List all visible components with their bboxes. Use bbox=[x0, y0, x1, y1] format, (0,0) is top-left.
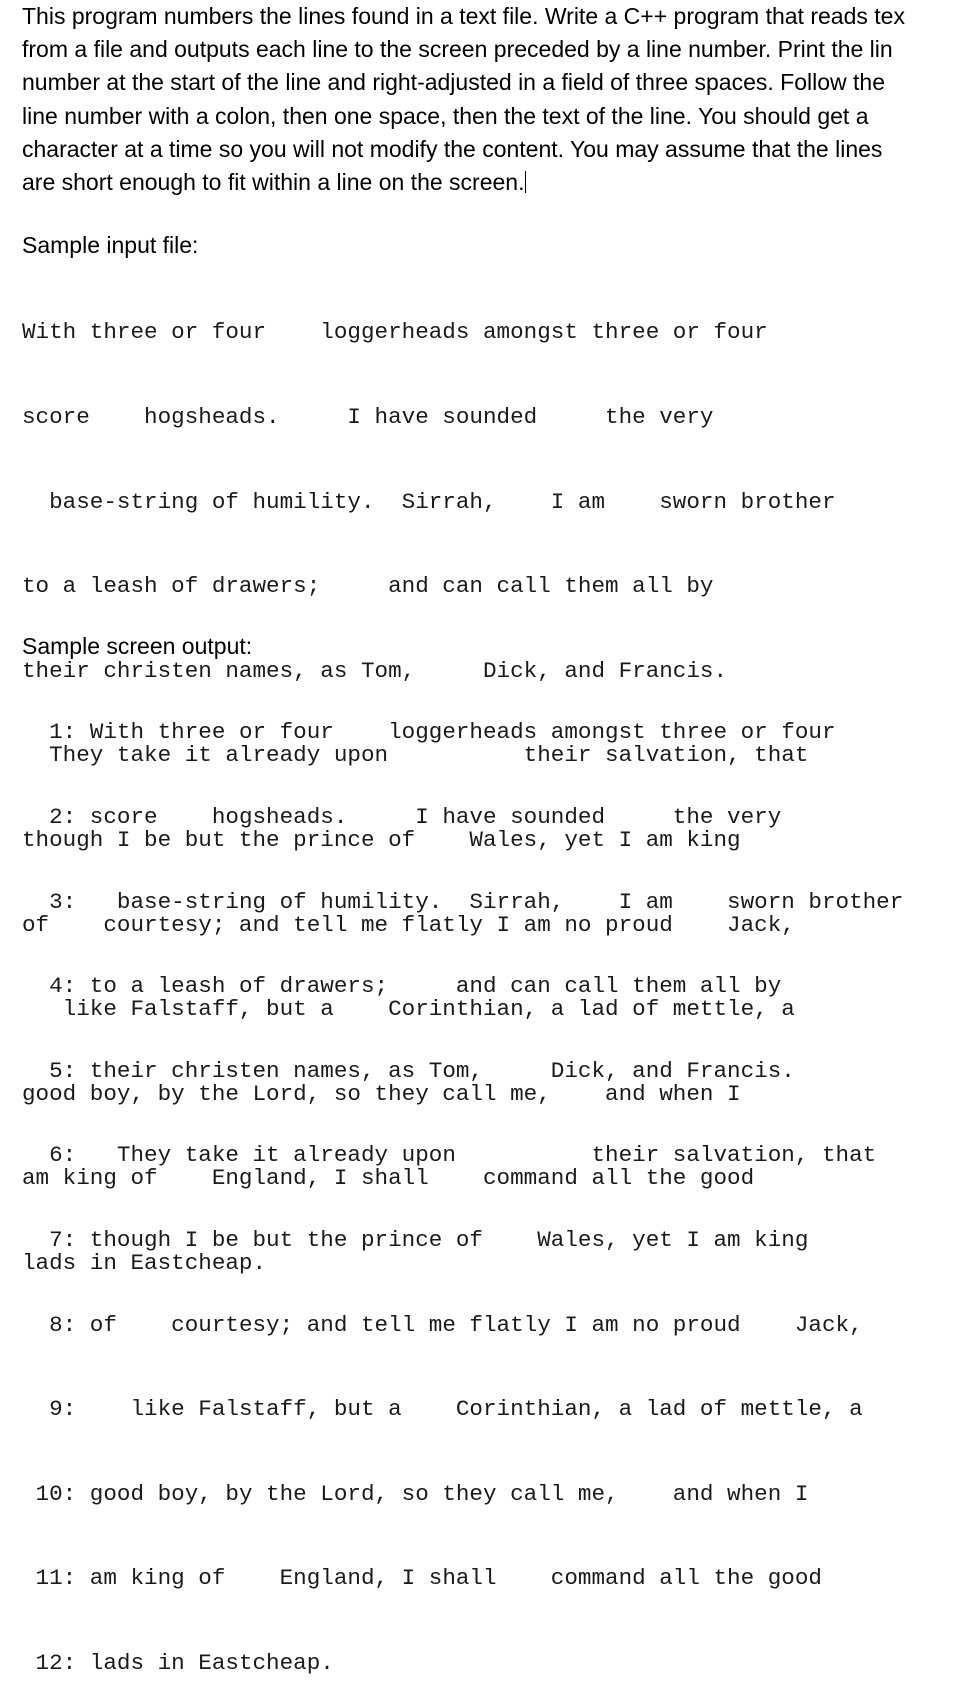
output-line bbox=[22, 1564, 903, 1592]
line-number: 6: bbox=[22, 1142, 77, 1169]
output-line-text: their christen names, as Tom, Dick, and Francis. bbox=[89, 1057, 795, 1084]
sample-output-heading: Sample screen output: bbox=[22, 633, 253, 659]
output-line-text: to a leash of drawers; and can call them all by bbox=[89, 973, 782, 1000]
output-line bbox=[22, 1649, 903, 1677]
line-number: 1: bbox=[22, 719, 77, 746]
description-line: from a file and outputs each line to the screen preceded by a line number. Print the lin bbox=[22, 36, 893, 63]
input-line: base-string of humility. Sirrah, I am sworn brother bbox=[22, 488, 836, 515]
description-line: line number with a colon, then one space, then the text of the line. You should get a bbox=[22, 102, 869, 129]
output-line-text: base-string of humility. Sirrah, I am sworn brother bbox=[89, 888, 904, 915]
input-line: like Falstaff, but a Corinthian, a lad of mettle, a bbox=[22, 996, 795, 1023]
sample-output-block bbox=[22, 662, 903, 1705]
line-number: 10: bbox=[22, 1480, 77, 1507]
line-number: 12: bbox=[22, 1649, 77, 1676]
description-line: character at a time so you will not modify the content. You may assume that the lines bbox=[22, 135, 883, 162]
input-line: of courtesy; and tell me flatly I am no proud Jack, bbox=[22, 911, 795, 938]
output-line-text: like Falstaff, but a Corinthian, a lad of mettle, a bbox=[89, 1396, 863, 1423]
output-line bbox=[22, 718, 903, 746]
line-number: 3: bbox=[22, 888, 77, 915]
line-number: 11: bbox=[22, 1565, 77, 1592]
output-line bbox=[22, 888, 903, 916]
output-line-text: With three or four loggerheads amongst three or four bbox=[89, 719, 836, 746]
line-number: 2: bbox=[22, 804, 77, 830]
text-caret bbox=[525, 171, 526, 193]
output-line bbox=[22, 972, 903, 1000]
output-line bbox=[22, 1395, 903, 1423]
description-line: number at the start of the line and right-adjusted in a field of three spaces. Follow the bbox=[22, 69, 885, 96]
input-line: score hogsheads. I have sounded the very bbox=[22, 404, 714, 430]
input-line: lads in Eastcheap. bbox=[22, 1249, 267, 1276]
input-line: am king of England, I shall command all the good bbox=[22, 1165, 755, 1192]
output-line bbox=[22, 1480, 903, 1508]
line-number: 8: bbox=[22, 1311, 77, 1338]
description-line: This program numbers the lines found in a text file. Write a C++ program that reads tex bbox=[22, 3, 905, 29]
problem-description bbox=[22, 0, 976, 199]
description-line: are short enough to fit within a line on the screen. bbox=[22, 168, 525, 195]
line-number: 4: bbox=[22, 973, 77, 1000]
output-line-text: am king of England, I shall command all the good bbox=[89, 1565, 822, 1592]
line-number: 9: bbox=[22, 1396, 77, 1423]
output-line bbox=[22, 1311, 903, 1339]
output-line-text: though I be but the prince of Wales, yet I am king bbox=[89, 1226, 809, 1253]
input-line: their christen names, as Tom, Dick, and Francis. bbox=[22, 657, 728, 684]
output-line-text: lads in Eastcheap. bbox=[89, 1649, 334, 1676]
line-number: 7: bbox=[22, 1226, 77, 1253]
output-line-text: good boy, by the Lord, so they call me, and when I bbox=[89, 1480, 809, 1507]
output-line-text: They take it already upon their salvation, that bbox=[89, 1142, 877, 1169]
output-line-text: of courtesy; and tell me flatly I am no proud Jack, bbox=[89, 1311, 863, 1338]
output-line bbox=[22, 1226, 903, 1254]
output-line bbox=[22, 1141, 903, 1169]
input-line: They take it already upon their salvation, that bbox=[22, 742, 809, 769]
input-line: good boy, by the Lord, so they call me, and when I bbox=[22, 1080, 741, 1107]
output-line bbox=[22, 803, 903, 831]
output-line-text: score hogsheads. I have sounded the very bbox=[89, 804, 782, 830]
sample-input-heading: Sample input file: bbox=[22, 232, 199, 258]
output-line bbox=[22, 1057, 903, 1085]
description-line-last bbox=[22, 166, 976, 199]
input-line: With three or four loggerheads amongst three or four bbox=[22, 319, 768, 346]
line-number: 5: bbox=[22, 1057, 77, 1084]
input-line: though I be but the prince of Wales, yet I am king bbox=[22, 826, 741, 853]
input-line: to a leash of drawers; and can call them all by bbox=[22, 573, 714, 600]
